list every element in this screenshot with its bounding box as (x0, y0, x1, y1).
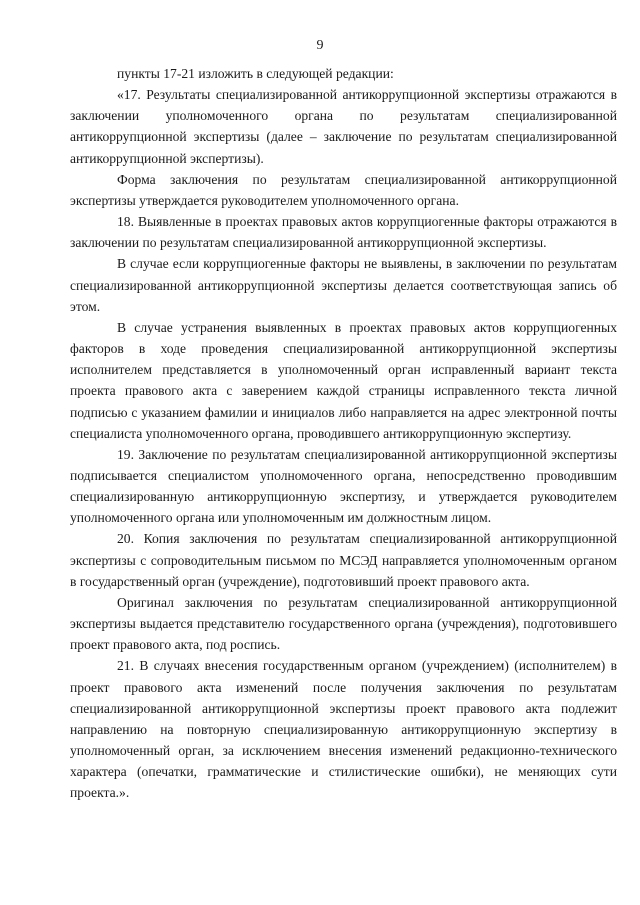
paragraph: 18. Выявленные в проектах правовых актов коррупциогенные факторы отражаются в заключении по результатам специализированной антикоррупционной экспертизы. (70, 214, 617, 251)
paragraph: «17. Результаты специализированной антикоррупционной экспертизы отражаются в заключении уполномоченного органа по результатам специализированной антикоррупционной экспертизы (далее – заключение по результатам специализированной антикоррупционной экспертизы). (70, 87, 617, 166)
paragraph: 21. В случаях внесения государственным органом (учреждением) (исполнителем) в проект правового акта изменений после получения заключения по результатам специализированной антикоррупционной экспертизы проект правового акта подлежит направлению на повторную специализированную антикоррупционную экспертизу в уполномоченный орган, за исключением внесения изменений редакционно-технического характера (опечатки, грамматические и стилистические ошибки), не меняющих сути проекта.». (70, 658, 617, 801)
paragraph: пункты 17-21 изложить в следующей редакции: (117, 66, 394, 81)
paragraph: Оригинал заключения по результатам специализированной антикоррупционной экспертизы выдается представителю государственного органа (учреждения), подготовившего проект правового акта, под роспись. (70, 594, 617, 653)
page-number: 9 (316, 38, 324, 53)
paragraph: Форма заключения по результатам специализированной антикоррупционной экспертизы утверждается руководителем уполномоченного органа. (70, 171, 617, 208)
paragraph: В случае если коррупциогенные факторы не выявлены, в заключении по результатам специализированной антикоррупционной экспертизы делается соответствующая запись об этом. (70, 256, 617, 314)
document-body (70, 63, 617, 803)
paragraph: В случае устранения выявленных в проектах правовых актов коррупциогенных факторов в ходе проведения специализированной антикоррупционной экспертизы исполнителем представляется в уполномоченный орган исправленный вариант текста проекта правового акта с заверением каждой страницы исправленного текста личной подписью с указанием фамилии и инициалов либо направляется на адрес электронной почты специалиста уполномоченного органа, проводившего антикоррупционную экспертизу. (70, 319, 617, 441)
paragraph: 20. Копия заключения по результатам специализированной антикоррупционной экспертизы с сопроводительным письмом по МСЭД направляется уполномоченным органом в государственный орган (учреждение), подготовивший проект правового акта. (70, 531, 617, 589)
paragraph: 19. Заключение по результатам специализированной антикоррупционной экспертизы подписывается специалистом уполномоченного органа, непосредственно проводившим специализированную антикоррупционную экспертизу, и утверждается руководителем уполномоченного органа или уполномоченным им должностным лицом. (70, 446, 617, 526)
